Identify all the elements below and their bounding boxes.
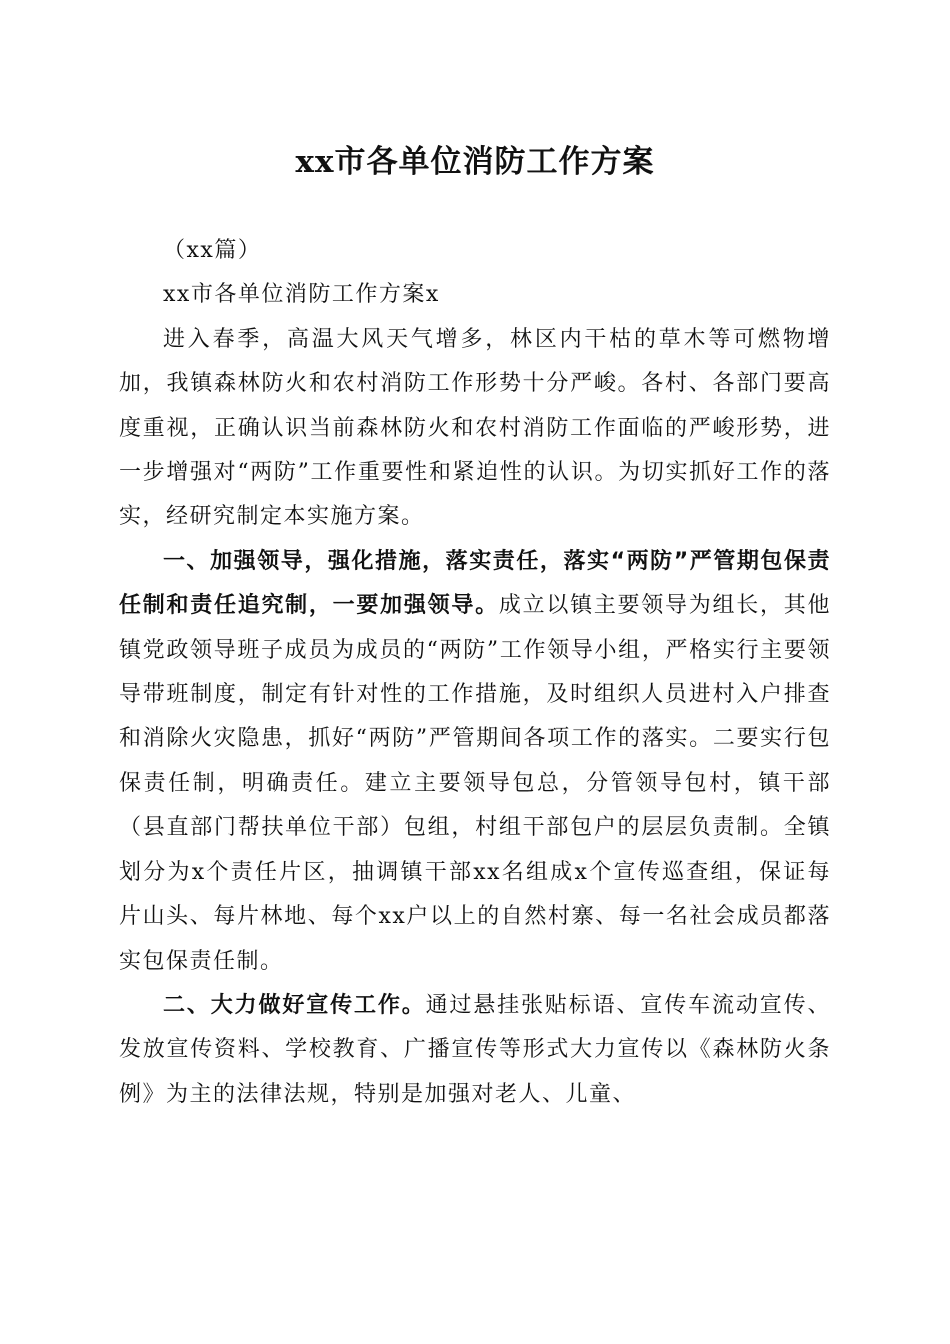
subtitle: （xx篇） [163,238,262,263]
section-2-heading: 二、大力做好宣传工作。 [163,992,426,1018]
section-1-paragraph [119,540,831,984]
intro-paragraph: 进入春季，高温大风天气增多，林区内干枯的草木等可燃物增加，我镇森林防火和农村消防工作形势十分严峻。各村、各部门要高度重视，正确认识当前森林防火和农村消防工作面临的严峻形势，进一步增强对“两防”工作重要性和紧迫性的认识。为切实抓好工作的落实，经研究制定本实施方案。 [119,326,831,530]
doc-name: xx市各单位消防工作方案x [163,282,440,308]
section-1-text: 成立以镇主要领导为组长，其他镇党政领导班子成员为成员的“两防”工作领导小组，严格实行主要领导带班制度，制定有针对性的工作措施，及时组织人员进村入户排查和消除火灾隐患，抓好“两防”严管期间各项工作的落实。二要实行包保责任制，明确责任。建立主要领导包总，分管领导包村，镇干部（县直部门帮扶单位干部）包组，村组干部包户的层层负责制。全镇划分为x个责任片区，抽调镇干部xx名组成x个宣传巡查组，保证每片山头、每片林地、每个xx户以上的自然村寨、每一名社会成员都落实包保责任制。 [119,593,831,974]
section-1-heading: 一、加强领导，强化措施，落实责任，落实“两防”严管期包保责任制和责任追究制，一要加强领导。 [119,548,831,619]
section-2-paragraph [119,984,831,1117]
document-body [119,229,831,1117]
section-2-text: 通过悬挂张贴标语、宣传车流动宣传、发放宣传资料、学校教育、广播宣传等形式大力宣传以《森林防火条例》为主的法律法规，特别是加强对老人、儿童、 [119,992,831,1107]
document-title: xx市各单位消防工作方案 [295,144,655,180]
